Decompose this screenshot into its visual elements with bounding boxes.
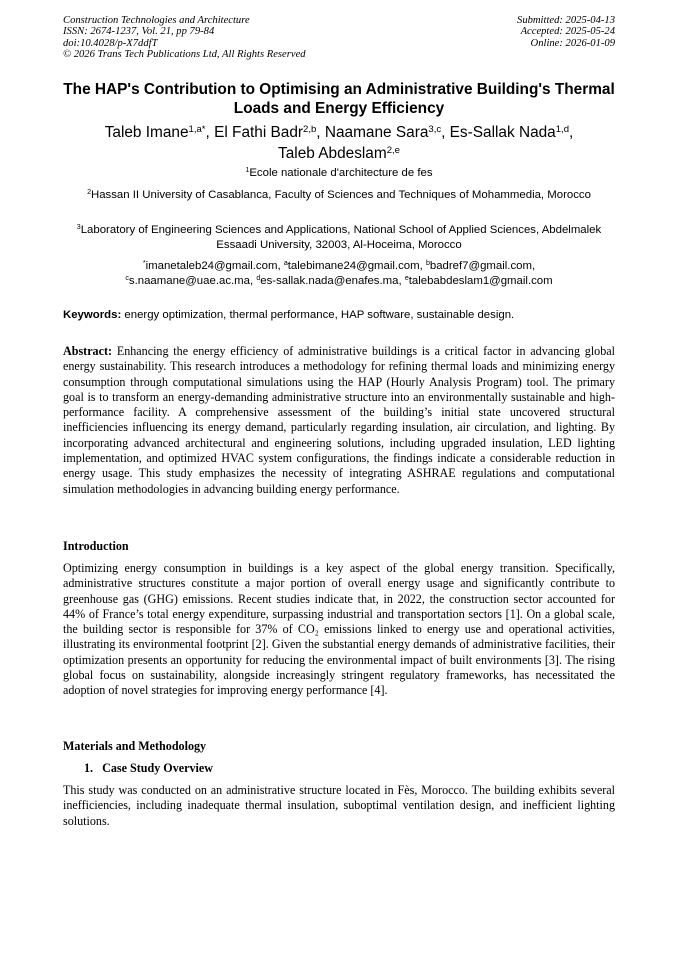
doi-line: doi:10.4028/p-X7ddfT xyxy=(63,37,158,49)
online-date: Online: 2026-01-09 xyxy=(530,37,615,49)
abstract-label: Abstract: xyxy=(63,344,113,358)
journal-header-right xyxy=(517,15,615,49)
author: Es-Sallak Nada$^{1,d}$ xyxy=(449,123,569,141)
subsection-heading-case-study: 1. Case Study Overview xyxy=(84,761,213,775)
email[interactable]: $^c$s.naamane@uae.ac.ma xyxy=(125,275,250,287)
section-heading-methodology: Materials and Methodology xyxy=(63,739,207,753)
keywords-text: energy optimization, thermal performance, HAP software, sustainable design. xyxy=(124,309,515,321)
journal-header-left xyxy=(63,15,306,61)
accepted-date: Accepted: 2025-05-24 xyxy=(520,26,615,38)
email[interactable]: $^d$es-sallak.nada@enafes.ma xyxy=(256,275,399,287)
submitted-date: Submitted: 2025-04-13 xyxy=(517,15,615,26)
keywords-label: Keywords: xyxy=(63,309,122,321)
case-study-paragraph: This study was conducted on an administrative structure located in Fès, Morocco. The building exhibits several inefficiencies, including inadequate thermal insulation, suboptimal ventilation design, and inefficient lighting solutions. xyxy=(63,783,615,828)
abstract xyxy=(63,344,615,497)
email[interactable]: $^e$talebabdeslam1@gmail.com xyxy=(404,275,553,287)
author-list: Taleb Imane$^{1,a*}$, El Fathi Badr$^{2,b}$, Naamane Sara$^{3,c}$, Es-Sallak Nada$^{1,d}$, Taleb Abdeslam$^{2,e}$ xyxy=(104,123,574,162)
abstract-text: Enhancing the energy efficiency of administrative buildings is a critical factor in advancing global energy sustainability. This research introduces a methodology for refining thermal loads and minimizing energy consumption through computational simulations using the HAP (Hourly Analysis Program) tool. The primary goal is to transform an energy-demanding administrative structure into an environmentally sustainable and high-performance facility. A comprehensive assessment of the building’s initial state uncovered structural inefficiencies influencing its energy demand, particularly regarding insulation, air circulation, and lighting. By incorporating advanced architectural and engineering solutions, including upgraded insulation, LED lighting implementation, and optimized HVAC system configurations, the findings indicate a considerable reduction in energy usage. This study emphasizes the necessity of integrating ASHRAE regulations and computational simulation methodologies in advancing building energy performance. xyxy=(63,344,615,496)
paper-title: The HAP's Contribution to Optimising an Administrative Building's Thermal Loads and Energy Efficiency xyxy=(63,81,615,117)
email[interactable]: $^b$badref7@gmail.com xyxy=(425,260,532,272)
copyright-line: © 2026 Trans Tech Publications Ltd, All Rights Reserved xyxy=(63,49,306,61)
affiliation: $^2$Hassan II University of Casablanca, Faculty of Sciences and Techniques of Mohammedia, Morocco xyxy=(87,189,591,201)
author-emails: *imanetaleb24@gmail.com, $^a$talebimane24@gmail.com, $^b$badref7@gmail.com, $^c$s.naamane@uae.ac.ma, $^d$es-sallak.nada@enafes.ma, $^e$talebabdeslam1@gmail.com xyxy=(125,260,553,287)
author: Naamane Sara$^{3,c}$ xyxy=(324,123,442,141)
section-heading-introduction: Introduction xyxy=(63,539,129,553)
journal-name: Construction Technologies and Architecture xyxy=(63,15,250,26)
affiliation: $^1$Ecole nationale d'architecture de fes xyxy=(245,167,433,179)
author: Taleb Imane$^{1,a*}$ xyxy=(104,123,206,141)
issn-line: ISSN: 2674-1237, Vol. 21, pp 79-84 xyxy=(63,26,215,38)
keywords xyxy=(63,308,615,323)
email[interactable]: *imanetaleb24@gmail.com xyxy=(142,260,278,272)
email[interactable]: $^a$talebimane24@gmail.com xyxy=(283,260,420,272)
author: El Fathi Badr$^{2,b}$ xyxy=(214,123,317,141)
author: Taleb Abdeslam$^{2,e}$ xyxy=(278,144,400,162)
introduction-paragraph: Optimizing energy consumption in buildings is a key aspect of the global energy transition. Specifically, administrative structures constitute a major portion of overall energy usage and significantly contribute to greenhouse gas (GHG) emissions. Recent studies indicate that, in 2022, the construction sector accounted for 44% of France’s total energy expenditure, surpassing industrial and transportation sectors [1]. On a global scale, the building sector is responsible for 37% of CO₂ emissions linked to energy use and operational activities, illustrating its environmental footprint [2]. Given the substantial energy demands of administrative facilities, their optimization presents an opportunity for reducing the environmental impact of built environments [3]. The rising global focus on sustainability, alongside increasingly stringent regulatory frameworks, has necessitated the adoption of novel strategies for improving energy performance [4]. xyxy=(63,561,615,698)
affiliation: $^3$Laboratory of Engineering Sciences and Applications, National School of Applied Sciences, Abdelmalek Essaadi University, 32003, Al-Hoceima, Morocco xyxy=(76,224,602,251)
